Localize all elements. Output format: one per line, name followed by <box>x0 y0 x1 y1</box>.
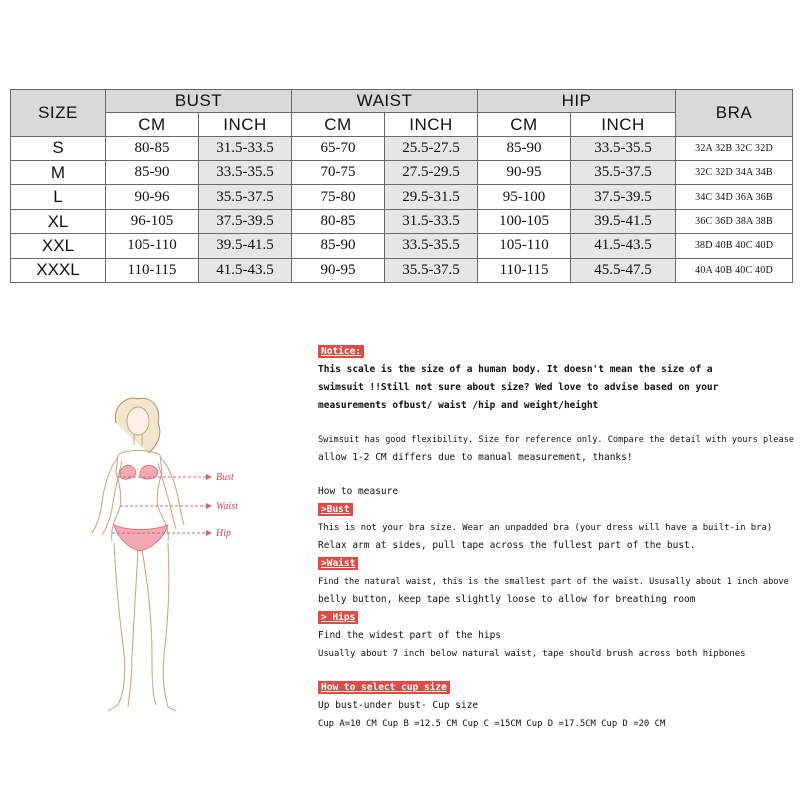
hips-line-1: Find the widest part of the hips <box>318 630 502 641</box>
bust-cm-cell: 96-105 <box>106 209 199 233</box>
hip-inch-cell: 39.5-41.5 <box>571 209 676 233</box>
bust-inch-cell: 35.5-37.5 <box>199 185 292 209</box>
bust-inch-cell: 33.5-35.5 <box>199 161 292 185</box>
hip-label: Hip <box>216 528 231 539</box>
notice-intro-2: swimsuit !!Still not sure about size? Wed love to advise based on your <box>318 382 719 393</box>
bra-cell: 32A 32B 32C 32D <box>676 136 793 160</box>
bust-cm-header: CM <box>106 113 199 136</box>
bust-inch-cell: 41.5-43.5 <box>199 258 292 282</box>
bust-cm-cell: 85-90 <box>106 161 199 185</box>
size-cell: L <box>11 185 106 209</box>
waist-inch-cell: 31.5-33.5 <box>385 209 478 233</box>
bust-inch-header: INCH <box>199 113 292 136</box>
size-cell: XXL <box>11 234 106 258</box>
bust-line-1: This is not your bra size. Wear an unpadded bra (your dress will have a built-in bra) <box>318 523 773 533</box>
hip-inch-header: INCH <box>571 113 676 136</box>
waist-label: Waist <box>216 501 238 512</box>
waist-inch-cell: 33.5-35.5 <box>385 234 478 258</box>
bra-cell: 36C 36D 38A 38B <box>676 209 793 233</box>
bust-cm-cell: 110-115 <box>106 258 199 282</box>
bust-inch-cell: 31.5-33.5 <box>199 136 292 160</box>
cup-line-2: Cup A=10 CM Cup B =12.5 CM Cup C =15CM Cup D =17.5CM Cup D =20 CM <box>318 719 666 729</box>
size-header: SIZE <box>11 90 106 137</box>
waist-title: >Waist <box>318 557 358 570</box>
bust-inch-cell: 39.5-41.5 <box>199 234 292 258</box>
waist-cm-cell: 85-90 <box>292 234 385 258</box>
hip-cm-cell: 85-90 <box>478 136 571 160</box>
how-to-measure: How to measure <box>318 486 399 497</box>
bust-label: Bust <box>216 472 234 483</box>
notice-section <box>318 343 794 733</box>
size-cell: XXXL <box>11 258 106 282</box>
hips-line-2: Usually about 7 inch below natural waist, tape should brush across both hipbones <box>318 649 746 659</box>
size-cell: M <box>11 161 106 185</box>
waist-header: WAIST <box>292 90 478 113</box>
bust-header: BUST <box>106 90 292 113</box>
waist-inch-cell: 27.5-29.5 <box>385 161 478 185</box>
notice-title: Notice: <box>318 345 364 358</box>
waist-cm-header: CM <box>292 113 385 136</box>
bust-line-2: Relax arm at sides, pull tape across the fullest part of the bust. <box>318 540 696 551</box>
size-rows <box>11 136 793 282</box>
waist-cm-cell: 80-85 <box>292 209 385 233</box>
hip-cm-header: CM <box>478 113 571 136</box>
bra-cell: 40A 40B 40C 40D <box>676 258 793 282</box>
waist-cm-cell: 75-80 <box>292 185 385 209</box>
waist-line-1: Find the natural waist, this is the smallest part of the waist. Ususally about 1 inch above <box>318 577 789 587</box>
waist-inch-cell: 29.5-31.5 <box>385 185 478 209</box>
bust-inch-cell: 37.5-39.5 <box>199 209 292 233</box>
waist-line-2: belly button, keep tape slightly loose to allow for breathing room <box>318 594 696 605</box>
hip-inch-cell: 45.5-47.5 <box>571 258 676 282</box>
notice-intro-1: This scale is the size of a human body. It doesn't mean the size of a <box>318 364 713 375</box>
size-cell: S <box>11 136 106 160</box>
size-chart-table <box>10 89 793 283</box>
table-row <box>11 161 793 185</box>
hip-cm-cell: 105-110 <box>478 234 571 258</box>
hip-inch-cell: 33.5-35.5 <box>571 136 676 160</box>
bust-cm-cell: 80-85 <box>106 136 199 160</box>
cup-line-1: Up bust-under bust- Cup size <box>318 700 479 711</box>
hip-header: HIP <box>478 90 676 113</box>
bust-title: >Bust <box>318 503 353 516</box>
body-measure-figure <box>78 393 268 733</box>
bra-cell: 38D 40B 40C 40D <box>676 234 793 258</box>
hip-cm-cell: 90-95 <box>478 161 571 185</box>
hip-cm-cell: 100-105 <box>478 209 571 233</box>
table-row <box>11 136 793 160</box>
hips-title: > Hips <box>318 611 358 624</box>
cup-title: How to select cup size <box>318 681 450 694</box>
table-row <box>11 234 793 258</box>
hip-cm-cell: 95-100 <box>478 185 571 209</box>
waist-cm-cell: 70-75 <box>292 161 385 185</box>
hip-cm-cell: 110-115 <box>478 258 571 282</box>
waist-cm-cell: 90-95 <box>292 258 385 282</box>
waist-cm-cell: 65-70 <box>292 136 385 160</box>
flex-line-1: Swimsuit has good flexibility. Size for reference only. Compare the detail with yours please <box>318 435 794 445</box>
waist-inch-header: INCH <box>385 113 478 136</box>
table-row <box>11 185 793 209</box>
table-row <box>11 258 793 282</box>
hip-inch-cell: 37.5-39.5 <box>571 185 676 209</box>
bra-cell: 34C 34D 36A 36B <box>676 185 793 209</box>
bust-cm-cell: 90-96 <box>106 185 199 209</box>
hip-inch-cell: 35.5-37.5 <box>571 161 676 185</box>
waist-inch-cell: 25.5-27.5 <box>385 136 478 160</box>
notice-intro-3: measurements ofbust/ waist /hip and weight/height <box>318 400 599 411</box>
size-cell: XL <box>11 209 106 233</box>
bra-header: BRA <box>676 90 793 137</box>
table-row <box>11 209 793 233</box>
waist-inch-cell: 35.5-37.5 <box>385 258 478 282</box>
flex-line-2: allow 1-2 CM differs due to manual measurement, thanks! <box>318 452 633 463</box>
bra-cell: 32C 32D 34A 34B <box>676 161 793 185</box>
hip-inch-cell: 41.5-43.5 <box>571 234 676 258</box>
bust-cm-cell: 105-110 <box>106 234 199 258</box>
